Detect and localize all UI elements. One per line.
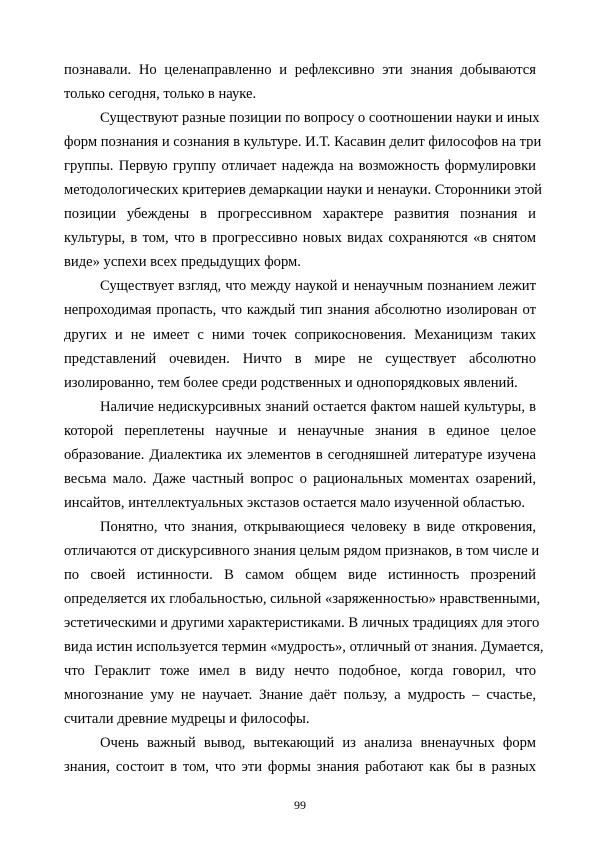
paragraph bbox=[64, 106, 542, 274]
text-line: образование. Диалектика их элементов в сегодняшней литературе изучена bbox=[64, 446, 536, 463]
text-line: весьма мало. Даже частный вопрос о рациональных моментах озарений, bbox=[64, 470, 536, 487]
text-line: считали древние мудрецы и философы. bbox=[64, 711, 310, 728]
text-line: определяется их глобальностью, сильной «заряженностью» нравственными, bbox=[64, 591, 541, 608]
text-line: Понятно, что знания, открывающиеся человеку в виде откровения, bbox=[100, 518, 536, 535]
text-line: инсайтов, интеллектуальных экстазов остается мало изученной областью. bbox=[64, 494, 526, 511]
paragraph bbox=[64, 58, 536, 106]
paragraph bbox=[64, 395, 536, 515]
text-line: других и не имеет с ними точек соприкосновения. Механицизм таких bbox=[64, 326, 536, 343]
text-line: методологических критериев демаркации науки и ненауки. Сторонники этой bbox=[64, 182, 542, 199]
text-line: позиции убеждены в прогрессивном характере развития познания и bbox=[64, 206, 536, 223]
page-number: 99 bbox=[294, 798, 306, 812]
text-line: Очень важный вывод, вытекающий из анализа вненаучных форм bbox=[100, 735, 536, 752]
text-line: представлений очевиден. Ничто в мире не существует абсолютно bbox=[64, 350, 536, 367]
text-line: по своей истинности. В самом общем виде истинность прозрений bbox=[64, 566, 536, 583]
text-line: непроходимая пропасть, что каждый тип знания абсолютно изолирован от bbox=[64, 302, 536, 319]
text-line: Наличие недискурсивных знаний остается фактом нашей культуры, в bbox=[100, 398, 536, 415]
text-line: эстетическими и другими характеристиками. В личных традициях для этого bbox=[64, 615, 540, 632]
text-line: многознание уму не научает. Знание даёт пользу, а мудрость – счастье, bbox=[64, 687, 536, 704]
text-line: которой переплетены научные и ненаучные знания в единое целое bbox=[64, 422, 536, 439]
paragraph bbox=[64, 731, 536, 779]
text-line: Существует взгляд, что между наукой и ненаучным познанием лежит bbox=[100, 278, 536, 295]
text-line: группы. Первую группу отличает надежда на возможность формулировки bbox=[64, 158, 536, 175]
text-line: вида истин используется термин «мудрость», отличный от знания. Думается, bbox=[64, 639, 544, 656]
text-line: отличаются от дискурсивного знания целым рядом признаков, в том числе и bbox=[64, 542, 540, 559]
text-line: культуры, в том, что в прогрессивно новых видах сохраняются «в снятом bbox=[64, 230, 536, 247]
text-line: Существуют разные позиции по вопросу о соотношении науки и иных bbox=[100, 110, 540, 127]
text-line: форм познания и сознания в культуре. И.Т. Касавин делит философов на три bbox=[64, 134, 542, 151]
text-line: что Гераклит тоже имел в виду нечто подобное, когда говорил, что bbox=[64, 663, 536, 680]
text-line: познавали. Но целенаправленно и рефлексивно эти знания добываются bbox=[64, 62, 536, 78]
text-line: только сегодня, только в науке. bbox=[64, 86, 257, 103]
text-line: изолированно, тем более среди родственных и однопорядковых явлений. bbox=[64, 374, 518, 391]
text-line: виде» успехи всех предыдущих форм. bbox=[64, 254, 301, 271]
body-text bbox=[64, 58, 544, 779]
paragraph bbox=[64, 274, 536, 394]
text-line: знания, состоит в том, что эти формы знания работают как бы в разных bbox=[64, 759, 536, 776]
paragraph bbox=[64, 515, 544, 731]
